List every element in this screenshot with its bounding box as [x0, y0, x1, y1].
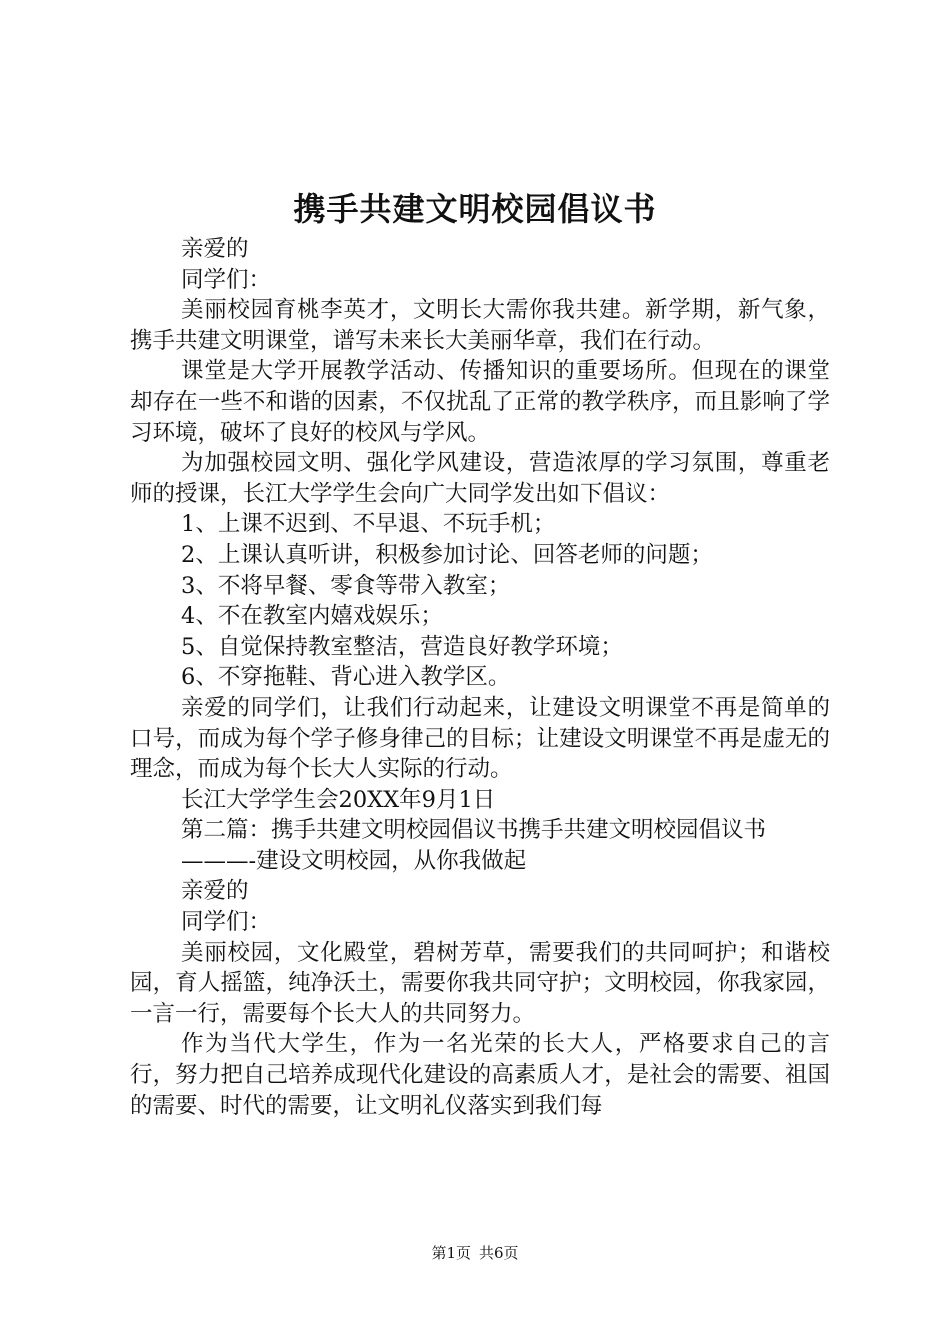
document-title: 携手共建文明校园倡议书 [293, 190, 657, 228]
page-footer [0, 1243, 950, 1263]
page-number: 第1页 [431, 1244, 471, 1262]
salutation-line-2: 同学们： [181, 909, 272, 936]
list-item: 1、上课不迟到、不早退、不玩手机； [181, 511, 556, 538]
signature-line: 长江大学学生会20XX年9月1日 [181, 786, 496, 813]
list-item: 4、不在教室内嬉戏娱乐； [181, 603, 443, 630]
paragraph-student-duty: 作为当代大学生，作为一名光荣的长大人，严格要求自己的言行，努力把自己培养成现代化建设的高素质人才，是社会的需要、祖国的需要、时代的需要，让文明礼仪落实到我们每 [130, 1031, 830, 1119]
list-item: 2、上课认真听讲，积极参加讨论、回答老师的问题； [181, 541, 713, 568]
list-item: 6、不穿拖鞋、背心进入教学区。 [181, 664, 511, 691]
salutation-line-1: 亲爱的 [181, 236, 249, 262]
document-body [130, 234, 830, 1121]
salutation-line-2: 同学们： [181, 266, 272, 293]
paragraph-initiative: 为加强校园文明、强化学风建设，营造浓厚的学习氛围，尊重老师的授课，长江大学学生会向广大同学发出如下倡议： [130, 450, 830, 507]
paragraph-classroom: 课堂是大学开展教学活动、传播知识的重要场所。但现在的课堂却存在一些不和谐的因素，不仅扰乱了正常的教学秩序，而且影响了学习环境，破坏了良好的校风与学风。 [130, 358, 830, 446]
list-item: 5、自觉保持教室整洁，营造良好教学环境； [181, 633, 623, 660]
list-item: 3、不将早餐、零食等带入教室； [181, 572, 511, 599]
paragraph-intro: 美丽校园育桃李英才，文明长大需你我共建。新学期，新气象，携手共建文明课堂，谱写未来长大美丽华章，我们在行动。 [130, 297, 830, 354]
page-total: 共6页 [479, 1244, 519, 1262]
paragraph-campus: 美丽校园，文化殿堂，碧树芳草，需要我们的共同呵护；和谐校园，育人摇篮，纯净沃土，需要你我共同守护；文明校园，你我家园，一言一行，需要每个长大人的共同努力。 [130, 939, 830, 1027]
paragraph-call-to-action: 亲爱的同学们，让我们行动起来，让建设文明课堂不再是简单的口号，而成为每个学子修身律己的目标；让建设文明课堂不再是虚无的理念，而成为每个长大人实际的行动。 [130, 694, 830, 783]
section-subtitle: ———-建设文明校园，从你我做起 [181, 847, 527, 874]
salutation-line-1: 亲爱的 [181, 878, 249, 905]
section-heading: 第二篇：携手共建文明校园倡议书携手共建文明校园倡议书 [181, 817, 767, 844]
